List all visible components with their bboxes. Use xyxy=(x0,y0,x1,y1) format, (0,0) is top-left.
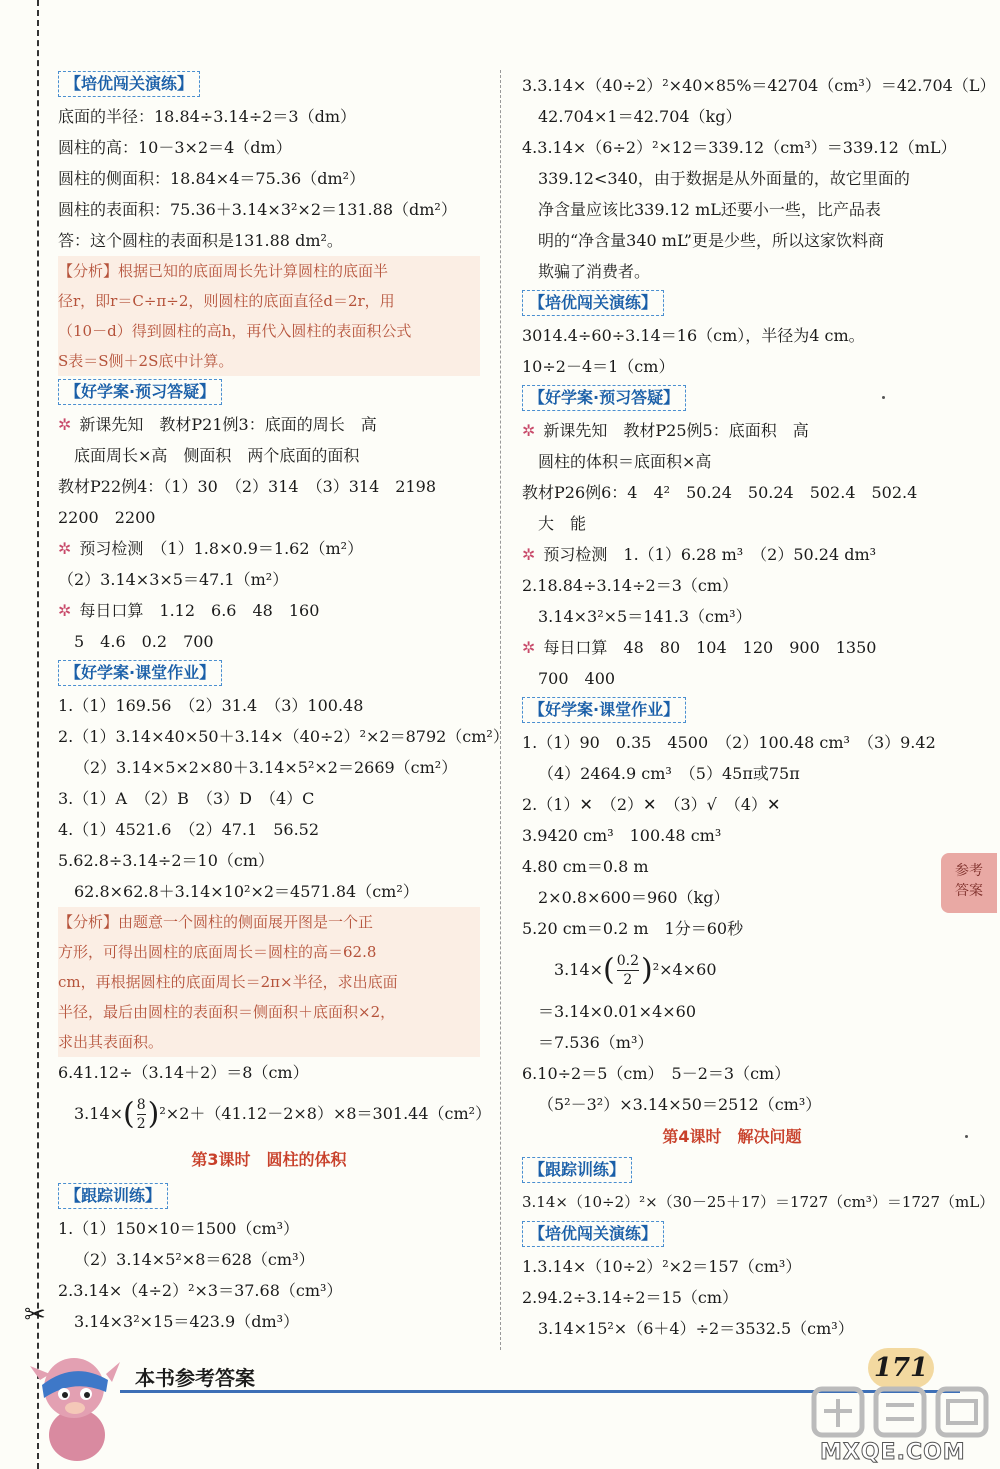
answer-line: 底面周长×高 侧面积 两个底面的面积 xyxy=(74,446,360,465)
answer-line: 2.94.2÷3.14÷2＝15（cm） xyxy=(522,1288,739,1307)
analysis-note xyxy=(58,907,480,1057)
answer-line: 10÷2－4＝1（cm） xyxy=(522,357,675,376)
lesson-title: 第3课时 圆柱的体积 xyxy=(191,1150,347,1169)
flower-icon: ✲ xyxy=(522,545,536,564)
answer-line: 圆柱的表面积：75.36＋3.14×3²×2＝131.88（dm²） xyxy=(58,200,457,219)
answer-line: 净含量应该比339.12 mL还要小一些，比产品表 xyxy=(538,200,881,219)
note-line: 半径，最后由圆柱的表面积＝侧面积＋底面积×2， xyxy=(58,997,480,1027)
answer-line: 3.14×3²×5＝141.3（cm³） xyxy=(538,607,752,626)
answer-line: 每日口算 48 80 104 120 900 1350 xyxy=(543,638,877,657)
answer-line: 6.41.12÷（3.14＋2）＝8（cm） xyxy=(58,1063,309,1082)
answer-line: 明的“净含量340 mL”更是少些，所以这家饮料商 xyxy=(538,231,884,250)
note-line: 方形，可得出圆柱的底面周长＝圆柱的高＝62.8 xyxy=(58,937,480,967)
answer-line: 2×0.8×600＝960（kg） xyxy=(538,888,730,907)
answer-line: 4.（1）4521.6 （2）47.1 56.52 xyxy=(58,820,320,839)
answer-line: 预习检测 （1）1.8×0.9＝1.62（m²） xyxy=(79,539,364,558)
reference-answer-tab xyxy=(941,853,997,913)
answer-line: 5.20 cm＝0.2 m 1分＝60秒 xyxy=(522,919,744,938)
answer-line: （5²－3²）×3.14×50＝2512（cm³） xyxy=(538,1095,822,1114)
note-line: 【分析】由题意一个圆柱的侧面展开图是一个正 xyxy=(58,907,480,937)
note-line: 径r，即r＝C÷π÷2，则圆柱的底面直径d＝2r，用 xyxy=(58,286,480,316)
answer-line: ＝3.14×0.01×4×60 xyxy=(538,1002,697,1021)
flower-icon: ✲ xyxy=(522,421,536,440)
answer-line: 圆柱的高：10－3×2＝4（dm） xyxy=(58,138,292,157)
analysis-note xyxy=(58,256,480,376)
section-header: 【培优闯关演练】 xyxy=(522,1221,664,1247)
column-divider xyxy=(500,70,501,1350)
answer-line: 62.8×62.8＋3.14×10²×2＝4571.84（cm²） xyxy=(74,882,419,901)
answer-line: 2.3.14×（4÷2）²×3＝37.68（cm³） xyxy=(58,1281,343,1300)
answer-line: 4.80 cm＝0.8 m xyxy=(522,857,649,876)
answer-line: 每日口算 1.12 6.6 48 160 xyxy=(79,601,320,620)
fraction-expression: 3.14×( $\frac{0.2}{2}$ )²×4×60 xyxy=(554,952,717,988)
watermark-url: MXQE.COM xyxy=(820,1440,966,1465)
note-line: 【分析】根据已知的底面周长先计算圆柱的底面半 xyxy=(58,256,480,286)
answer-line: 3.14×3²×15＝423.9（dm³） xyxy=(74,1312,300,1331)
answer-line: 3.9420 cm³ 100.48 cm³ xyxy=(522,826,722,845)
answer-line: 4.3.14×（6÷2）²×12＝339.12（cm³）＝339.12（mL） xyxy=(522,138,957,157)
fraction-expression: 3.14×( $\frac{8}{2}$ )²×2＋（41.12－2×8）×8＝301.44（cm²） xyxy=(74,1096,492,1132)
denominator: 2 xyxy=(136,1116,146,1132)
speck xyxy=(882,396,885,399)
flower-icon: ✲ xyxy=(58,539,72,558)
answer-line: 2.18.84÷3.14÷2＝3（cm） xyxy=(522,576,739,595)
answer-line: （2）3.14×5²×8＝628（cm³） xyxy=(74,1250,315,1269)
answer-line: 5.62.8÷3.14÷2＝10（cm） xyxy=(58,851,275,870)
tab-line: 参考 xyxy=(955,863,983,879)
section-header: 【跟踪训练】 xyxy=(522,1157,632,1183)
answer-line: 1.（1）169.56 （2）31.4 （3）100.48 xyxy=(58,696,364,715)
answer-line: 教材P26例6：4 4² 50.24 50.24 502.4 502.4 xyxy=(522,483,918,502)
answer-line: （2）3.14×3×5＝47.1（m²） xyxy=(58,570,289,589)
numerator: 0.2 xyxy=(616,953,640,969)
answer-line: 6.10÷2＝5（cm） 5－2＝3（cm） xyxy=(522,1064,791,1083)
answer-line: 3.14×（10÷2）²×（30－25＋17）＝1727（cm³）＝1727（mL） xyxy=(522,1193,995,1211)
section-header: 【好学案·预习答疑】 xyxy=(522,385,686,411)
flower-icon: ✲ xyxy=(58,601,72,620)
answer-line: 2.（1）✕ （2）✕ （3）√ （4）✕ xyxy=(522,795,781,814)
note-line: cm，再根据圆柱的底面周长＝2π×半径，求出底面 xyxy=(58,967,480,997)
fraction xyxy=(617,952,639,989)
flower-icon: ✲ xyxy=(522,638,536,657)
answer-line: 大 能 xyxy=(538,514,587,533)
answer-line: 教材P22例4：（1）30 （2）314 （3）314 2198 xyxy=(58,477,437,496)
note-line: S表＝S侧＋2S底中计算。 xyxy=(58,346,480,376)
answer-line: 339.12<340，由于数据是从外面量的，故它里面的 xyxy=(538,169,910,188)
scissors-icon: ✂ xyxy=(24,1300,46,1330)
page-number: 171 xyxy=(868,1348,934,1388)
answer-line: ＝7.536（m³） xyxy=(538,1033,654,1052)
expr-part: ²×2＋（41.12－2×8）×8＝301.44（cm²） xyxy=(159,1104,492,1123)
footer-title: 本书参考答案 xyxy=(135,1366,255,1390)
expr-part: ²×4×60 xyxy=(652,960,717,979)
answer-line: 底面的半径：18.84÷3.14÷2＝3（dm） xyxy=(58,107,357,126)
denominator: 2 xyxy=(623,972,633,988)
answer-line: 2200 2200 xyxy=(58,508,156,527)
answer-line: 预习检测 1.（1）6.28 m³ （2）50.24 dm³ xyxy=(543,545,877,564)
expr-part: 3.14× xyxy=(74,1104,124,1123)
answer-line: 700 400 xyxy=(538,669,616,688)
tab-line: 答案 xyxy=(955,883,983,899)
numerator: 8 xyxy=(136,1097,146,1113)
fraction xyxy=(137,1096,146,1133)
answer-line: 2.（1）3.14×40×50＋3.14×（40÷2）²×2＝8792（cm²） xyxy=(58,727,509,746)
answer-line: 3014.4÷60÷3.14＝16（cm），半径为4 cm。 xyxy=(522,326,865,345)
answer-line: 答：这个圆柱的表面积是131.88 dm²。 xyxy=(58,231,343,250)
answer-line: 圆柱的体积＝底面积×高 xyxy=(538,452,712,471)
answer-line: 3.3.14×（40÷2）²×40×85%＝42704（cm³）＝42.704（L） xyxy=(522,76,996,95)
section-header: 【跟踪训练】 xyxy=(58,1183,168,1209)
answer-line: 42.704×1＝42.704（kg） xyxy=(538,107,742,126)
note-line: （10－d）得到圆柱的高h，再代入圆柱的表面积公式 xyxy=(58,316,480,346)
answer-line: 3.14×15²×（6＋4）÷2＝3532.5（cm³） xyxy=(538,1319,854,1338)
answer-line: 新课先知 教材P25例5：底面积 高 xyxy=(543,421,809,440)
flower-icon: ✲ xyxy=(58,415,72,434)
answer-line: 3.（1）A （2）B （3）D （4）C xyxy=(58,789,315,808)
section-header: 【好学案·课堂作业】 xyxy=(58,660,222,686)
note-line: 求出其表面积。 xyxy=(58,1027,480,1057)
section-header: 【好学案·预习答疑】 xyxy=(58,379,222,405)
answer-line: 5 4.6 0.2 700 xyxy=(74,632,214,651)
answer-line: 圆柱的侧面积：18.84×4＝75.36（dm²） xyxy=(58,169,366,188)
answer-line: （4）2464.9 cm³ （5）45π或75π xyxy=(538,764,800,783)
section-header: 【培优闯关演练】 xyxy=(58,71,200,97)
section-header: 【好学案·课堂作业】 xyxy=(522,697,686,723)
lesson-title: 第4课时 解决问题 xyxy=(662,1127,802,1146)
cut-line xyxy=(37,0,39,1469)
answer-line: 欺骗了消费者。 xyxy=(538,262,651,281)
expr-part: 3.14× xyxy=(554,960,604,979)
answer-line: 1.（1）150×10＝1500（cm³） xyxy=(58,1219,300,1238)
left-column xyxy=(58,68,509,1337)
answer-line: 1.（1）90 0.35 4500 （2）100.48 cm³ （3）9.42 xyxy=(522,733,936,752)
answer-line: 1.3.14×（10÷2）²×2＝157（cm³） xyxy=(522,1257,802,1276)
section-header: 【培优闯关演练】 xyxy=(522,290,664,316)
speck xyxy=(965,1135,968,1138)
answer-line: 新课先知 教材P21例3：底面的周长 高 xyxy=(79,415,377,434)
answer-line: （2）3.14×5×2×80＋3.14×5²×2＝2669（cm²） xyxy=(74,758,458,777)
